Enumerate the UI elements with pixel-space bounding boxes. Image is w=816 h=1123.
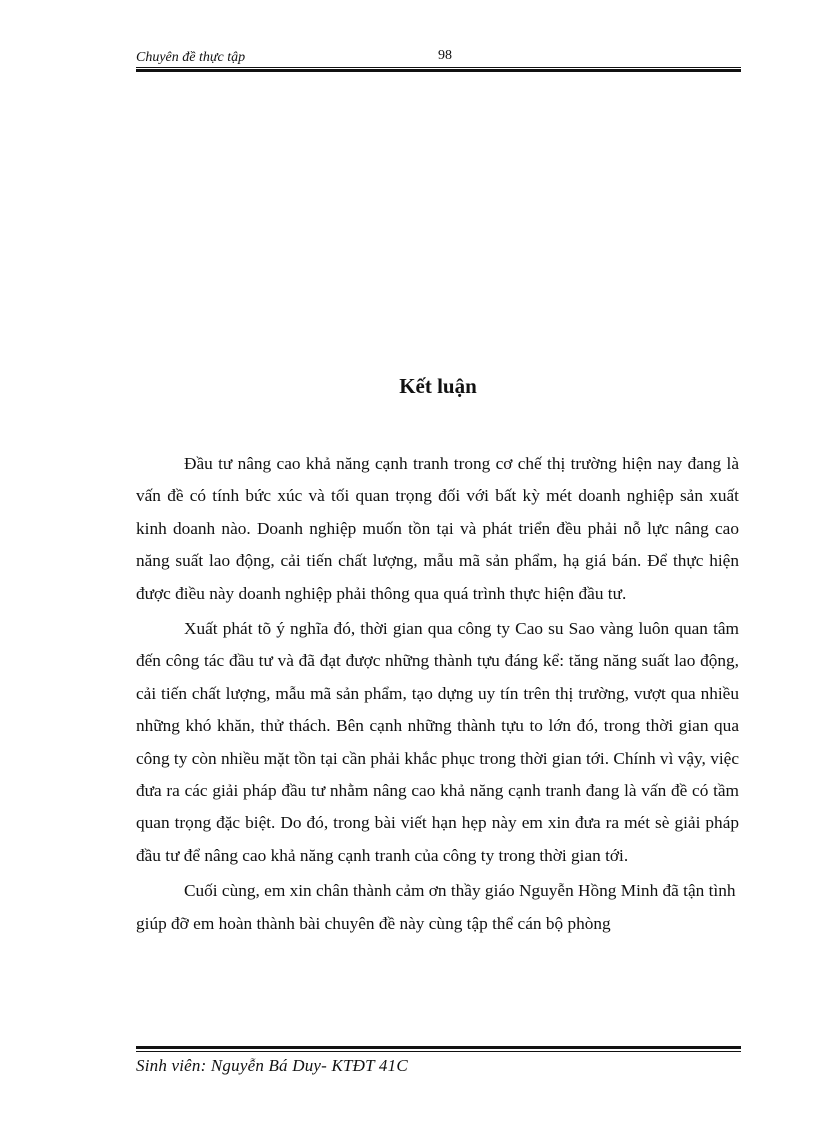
paragraph: Xuất phát tõ ý nghĩa đó, thời gian qua công ty Cao su Sao vàng luôn quan tâm đến công tác đầu tư và đã đạt được những thành tựu đáng kể: tăng năng suất lao động, cải tiến chất lượng, mẫu mã sản phẩm, tạo dựng uy tín trên thị trường, vượt qua nhiều những khó khăn, thử thách. Bên cạnh những thành tựu to lớn đó, trong thời gian qua công ty còn nhiều mặt tồn tại cần phải khắc phục trong thời gian tới. Chính vì vậy, việc đưa ra các giải pháp đầu tư nhằm nâng cao khả năng cạnh tranh đang là vấn đề có tầm quan trọng đặc biệt. Do đó, trong bài viết hạn hẹp này em xin đưa ra mét sè giải pháp đầu tư để nâng cao khả năng cạnh tranh của công ty trong thời gian tới.	[136, 619, 739, 865]
footer-rule-thick	[136, 1046, 741, 1049]
section-heading: Kết luận	[399, 374, 477, 398]
paragraph: Đầu tư nâng cao khả năng cạnh tranh trong cơ chế thị trường hiện nay đang là vấn đề có tính bức xúc và tối quan trọng đối với bất kỳ mét doanh nghiệp sản xuất kinh doanh nào. Doanh nghiệp muốn tồn tại và phát triển đều phải nỗ lực nâng cao năng suất lao động, cải tiến chất lượng, mẫu mã sản phẩm, hạ giá bán. Để thực hiện được điều này doanh nghiệp phải thông qua quá trình thực hiện đầu tư.	[136, 454, 739, 603]
paragraph: Cuối cùng, em xin chân thành cảm ơn thầy giáo Nguyễn Hồng Minh đã tận tình giúp đỡ em hoàn thành bài chuyên đề này cùng tập thể cán bộ phòng	[136, 881, 736, 933]
footer-rule-thin	[136, 1051, 741, 1052]
footer-text: Sinh viên: Nguyễn Bá Duy- KTĐT 41C	[136, 1056, 408, 1075]
body-text	[136, 448, 739, 943]
header-rule-thin	[136, 67, 741, 68]
header-title: Chuyên đề thực tập	[136, 50, 246, 65]
page-number: 98	[438, 48, 452, 63]
header-rule-thick	[136, 69, 741, 72]
